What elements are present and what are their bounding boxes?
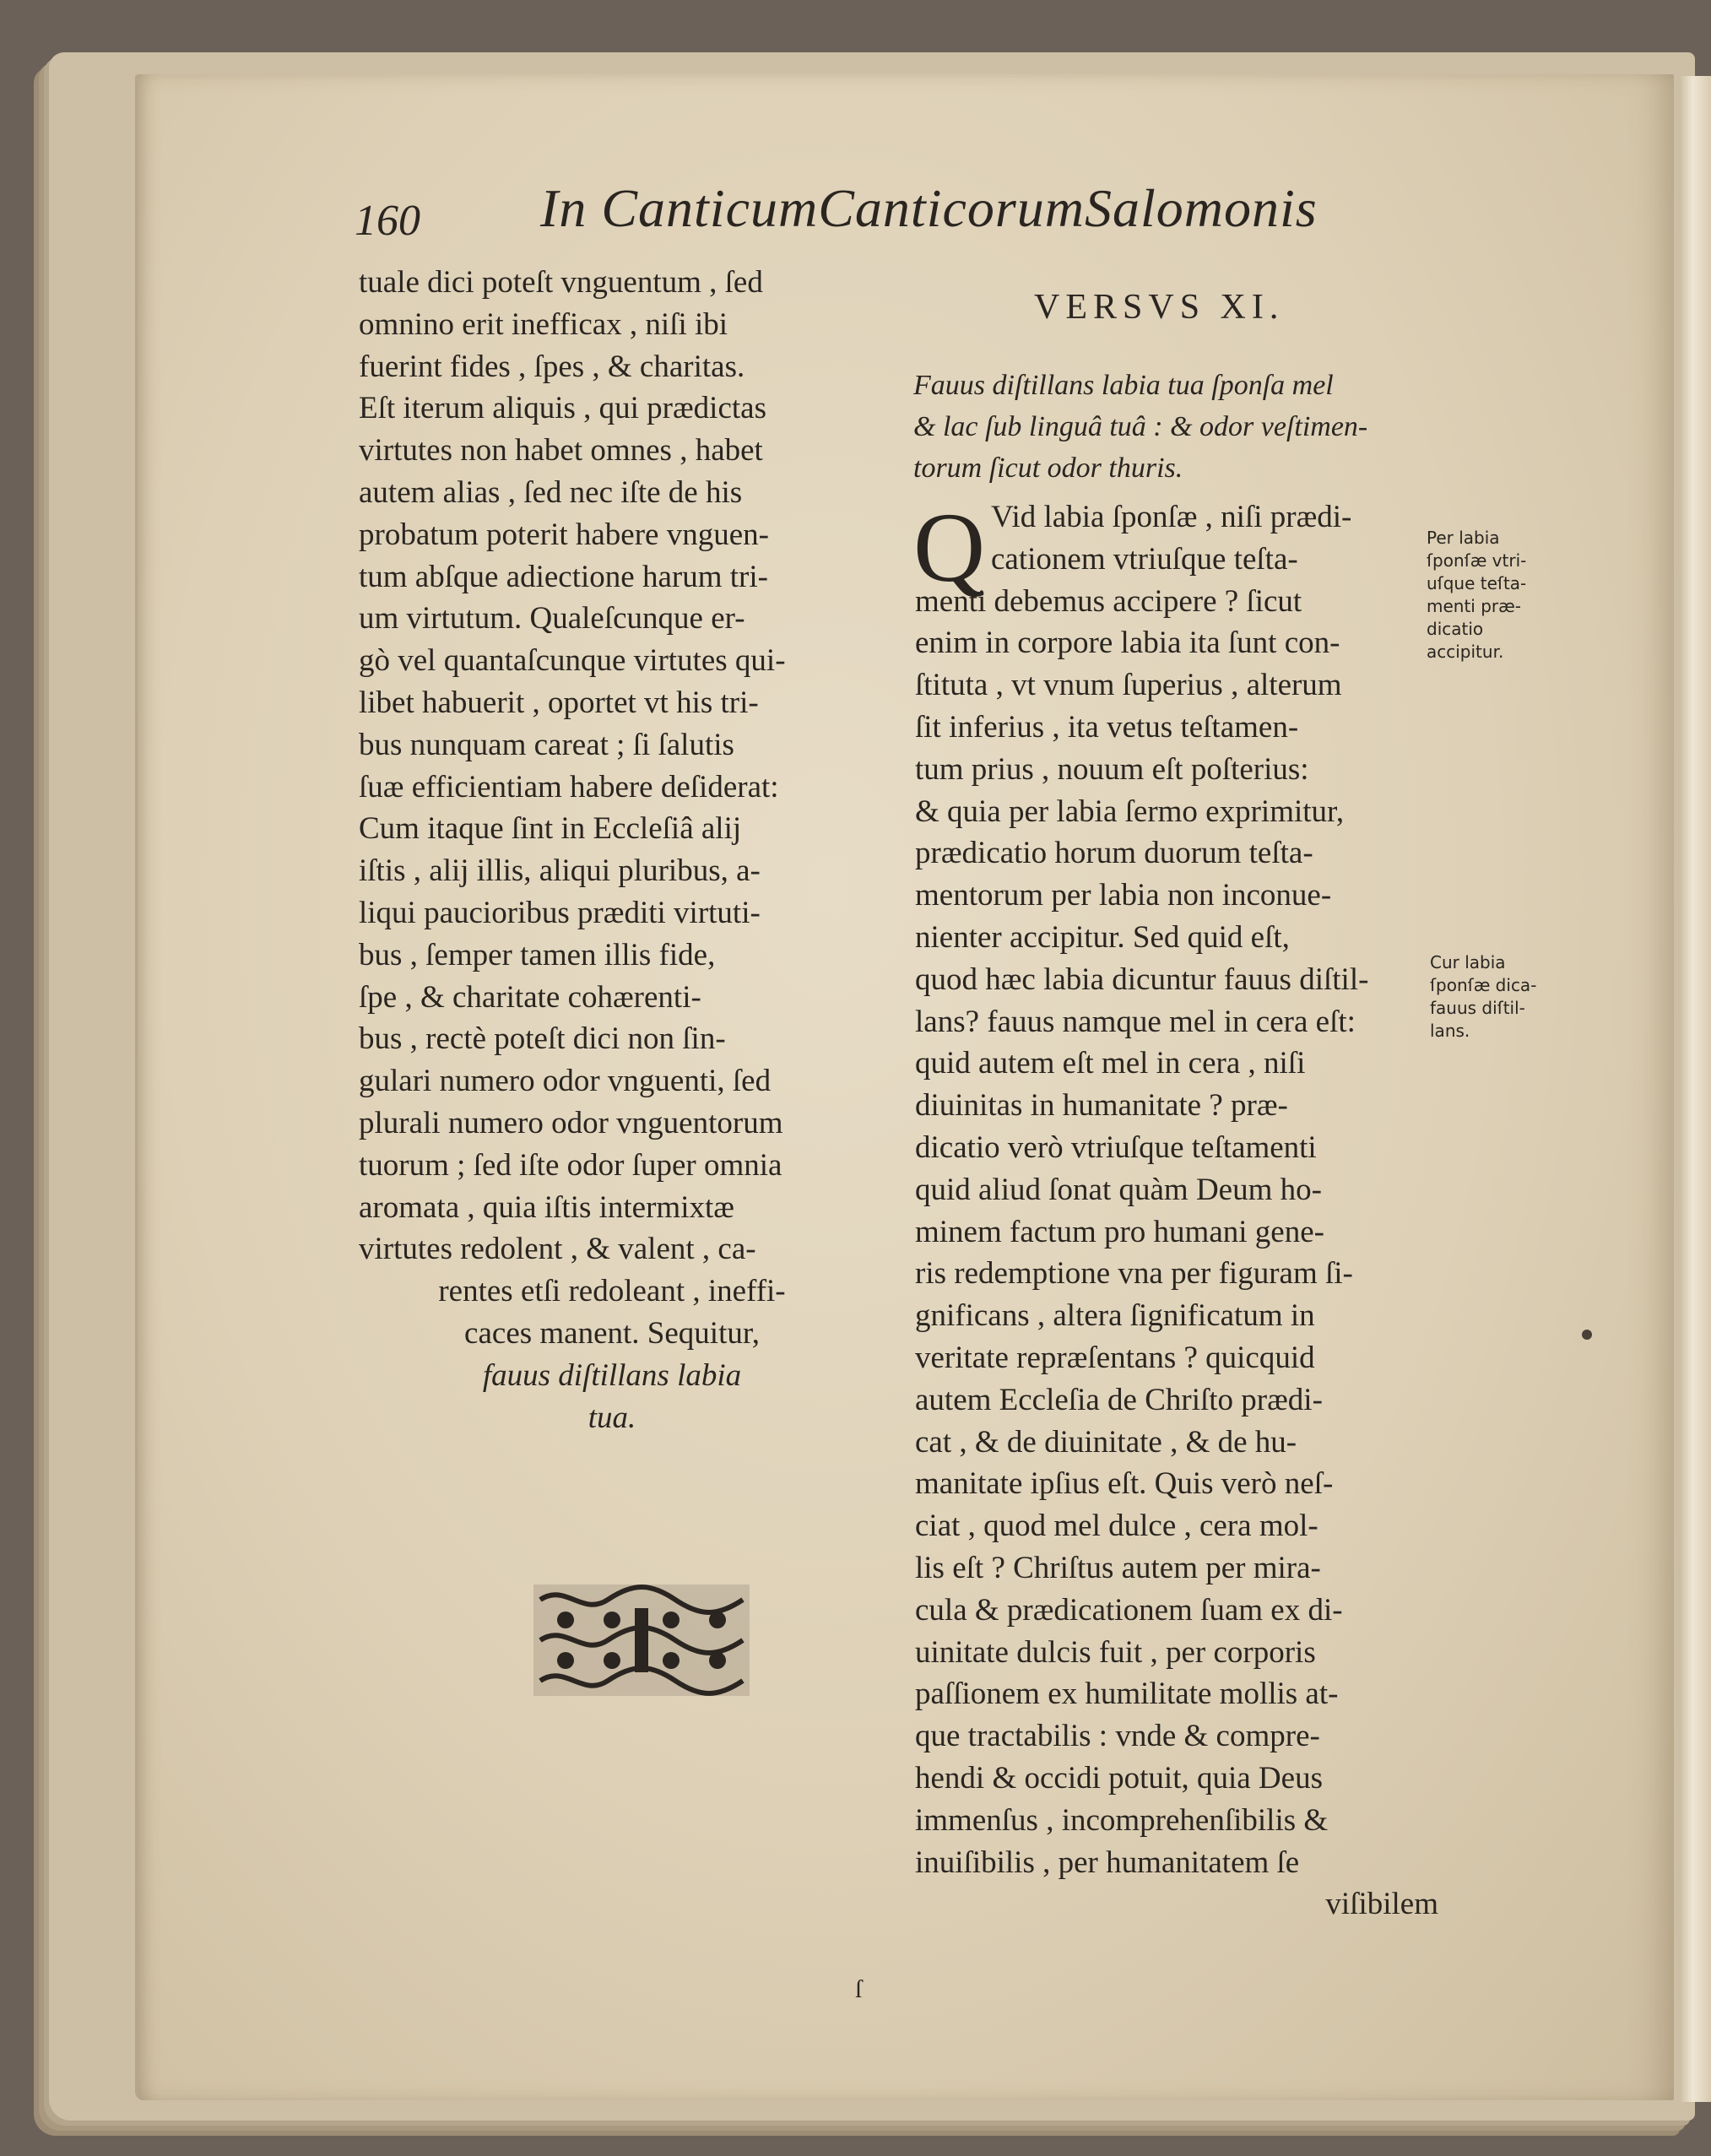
- text-line: ſuæ efficientiam habere deſiderat:: [359, 769, 779, 804]
- margin-note-line: ſponſæ dica-: [1430, 975, 1537, 995]
- text-line: bus , ſemper tamen illis fide,: [359, 937, 716, 972]
- margin-note-labia: [1427, 527, 1526, 664]
- drop-cap: Q: [913, 492, 986, 603]
- text-line: diuinitas in humanitate ? præ-: [915, 1088, 1288, 1124]
- text-line: nienter accipitur. Sed quid eſt,: [915, 919, 1290, 955]
- text-line: aromata , quia iſtis intermixtæ: [359, 1189, 734, 1225]
- page-number: 160: [355, 197, 420, 245]
- text-line: que tractabilis : vnde & compre-: [915, 1719, 1320, 1754]
- margin-note-line: ſponſæ vtri-: [1427, 550, 1527, 571]
- text-line: tum abſque adiectione harum tri-: [359, 559, 768, 594]
- text-line: gulari numero odor vnguenti, ſed: [359, 1064, 772, 1099]
- running-header: [355, 177, 1367, 253]
- running-title: In CanticumCanticorumSalomonis: [540, 178, 1318, 238]
- text-line: ciat , quod mel dulce , cera mol-: [915, 1509, 1318, 1544]
- text-line: viſibilem: [1325, 1887, 1438, 1922]
- text-line: ſtituta , vt vnum ſuperius , alterum: [915, 668, 1342, 703]
- lemma-line: Fauus diſtillans labia tua ſponſa mel: [913, 370, 1334, 401]
- text-line: virtutes non habet omnes , habet: [359, 433, 763, 469]
- signature-mark: ſ: [855, 1975, 863, 2003]
- verse-heading: VERSVS XI.: [1034, 288, 1285, 327]
- text-line: autem Eccleſia de Chriſto prædi-: [915, 1382, 1323, 1417]
- margin-note-line: Per labia: [1427, 528, 1500, 548]
- facing-page-edge: [1681, 76, 1711, 2102]
- text-line: prædicatio horum duorum teſta-: [915, 836, 1313, 871]
- lemma-line: torum ſicut odor thuris.: [913, 452, 1183, 484]
- text-line: Vid labia ſponſæ , niſi prædi-: [991, 500, 1352, 534]
- text-line: autem alias , ſed nec iſte de his: [359, 474, 743, 510]
- text-line: bus nunquam careat ; ſi ſalutis: [359, 727, 734, 762]
- text-line: ſit inferius , ita vetus teſtamen-: [915, 709, 1299, 745]
- lemma-line: & lac ſub linguâ tuâ : & odor veſtimen-: [913, 411, 1368, 442]
- text-line: omnino erit inefficax , niſi ibi: [359, 306, 728, 342]
- text-line: inuiſibilis , per humanitatem ſe: [915, 1845, 1300, 1880]
- text-line: gnificans , altera ſignificatum in: [915, 1298, 1315, 1334]
- margin-note-fauus: [1430, 951, 1536, 1043]
- text-line: quod hæc labia dicuntur fauus diſtil-: [915, 962, 1369, 997]
- text-line: rentes etſi redoleant , ineffi-: [438, 1274, 786, 1309]
- text-line: cat , & de diuinitate , & de hu-: [915, 1424, 1297, 1460]
- text-line: bus , rectè poteſt dici non ſin-: [359, 1021, 726, 1057]
- text-line: ſpe , & charitate cohærenti-: [359, 979, 701, 1015]
- text-line: immenſus , incomprehenſibilis &: [915, 1802, 1329, 1838]
- margin-note-line: Cur labia: [1430, 952, 1506, 972]
- ink-speck: [1582, 1330, 1592, 1340]
- right-column: [913, 492, 1438, 1926]
- verse-lemma: [913, 365, 1420, 489]
- text-line: Cum itaque ſint in Eccleſiâ alij: [359, 811, 742, 847]
- text-line: cationem vtriuſque teſta-: [991, 541, 1298, 577]
- text-line: tuale dici poteſt vnguentum , ſed: [359, 265, 763, 300]
- text-line: menti debemus accipere ? ſicut: [915, 583, 1302, 619]
- text-line: lis eſt ? Chriſtus autem per mira-: [915, 1550, 1321, 1585]
- text-line: fuerint fides , ſpes , & charitas.: [359, 349, 745, 384]
- margin-note-line: uſque teſta-: [1427, 573, 1527, 593]
- text-line: uinitate dulcis fuit , per corporis: [915, 1634, 1316, 1670]
- text-line: liqui paucioribus præditi virtuti-: [359, 895, 761, 930]
- text-line: plurali numero odor vnguentorum: [359, 1105, 783, 1140]
- text-line: tuorum ; ſed iſte odor ſuper omnia: [359, 1147, 782, 1183]
- text-line: tum prius , nouum eſt poſterius:: [915, 751, 1309, 787]
- text-line: probatum poterit habere vnguen-: [359, 517, 769, 552]
- text-line: paſſionem ex humilitate mollis at-: [915, 1677, 1339, 1712]
- text-line: enim in corpore labia ita ſunt con-: [915, 626, 1340, 661]
- ornamental-vignette-icon: [532, 1583, 751, 1698]
- text-line: ris redemptione vna per figuram ſi-: [915, 1256, 1353, 1292]
- margin-note-line: fauus diſtil-: [1430, 998, 1525, 1018]
- text-line: um virtutum. Qualeſcunque er-: [359, 601, 745, 637]
- text-line: caces manent. Sequitur,: [464, 1315, 760, 1351]
- text-line: minem factum pro humani gene-: [915, 1214, 1324, 1249]
- text-line: tua.: [587, 1400, 636, 1435]
- text-line: mentorum per labia non inconue-: [915, 878, 1332, 913]
- text-line: dicatio verò vtriuſque teſtamenti: [915, 1129, 1317, 1165]
- margin-note-line: dicatio: [1427, 619, 1484, 639]
- text-line: lans? fauus namque mel in cera eſt:: [915, 1004, 1356, 1039]
- text-line: gò vel quantaſcunque virtutes qui-: [359, 643, 786, 679]
- text-line: quid autem eſt mel in cera , niſi: [915, 1046, 1306, 1081]
- text-line: libet habuerit , oportet vt his tri-: [359, 685, 759, 720]
- text-line: quid aliud ſonat quàm Deum ho-: [915, 1172, 1322, 1207]
- text-line: virtutes redolent , & valent , ca-: [359, 1232, 756, 1267]
- text-line: fauus diſtillans labia: [482, 1357, 742, 1393]
- text-line: hendi & occidi potuit, quia Deus: [915, 1760, 1323, 1796]
- text-line: veritate repræſentans ? quicquid: [915, 1340, 1315, 1375]
- text-line: & quia per labia ſermo exprimitur,: [915, 794, 1345, 829]
- text-line: cula & prædicationem ſuam ex di-: [915, 1592, 1343, 1628]
- text-line: Eſt iterum aliquis , qui prædictas: [359, 391, 766, 426]
- margin-note-line: lans.: [1430, 1021, 1470, 1041]
- left-column: [359, 262, 865, 1438]
- text-line: iſtis , alij illis, aliqui pluribus, a-: [359, 853, 761, 889]
- margin-note-line: accipitur.: [1427, 642, 1504, 662]
- text-line: manitate ipſius eſt. Quis verò neſ-: [915, 1466, 1334, 1502]
- margin-note-line: menti præ-: [1427, 596, 1521, 616]
